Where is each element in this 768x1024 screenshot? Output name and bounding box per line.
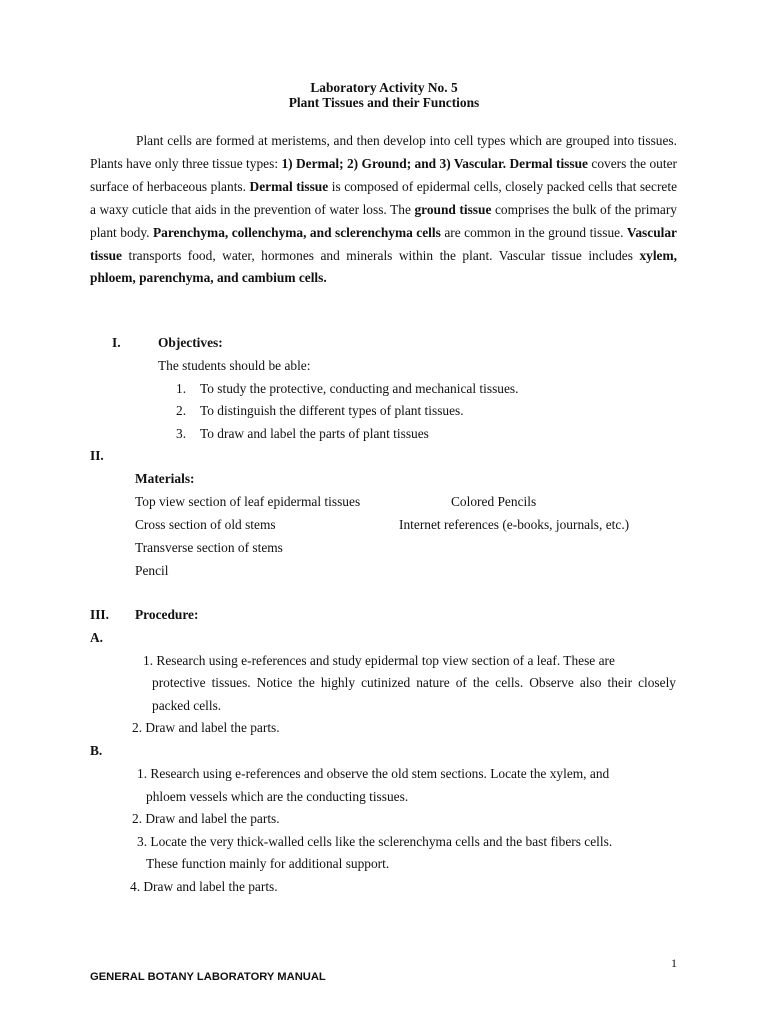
procedure-step: 2. Draw and label the parts. [132, 811, 280, 826]
intro-text: are common in the ground tissue. [440, 224, 627, 240]
procedure-step: 2. Draw and label the parts. [132, 720, 280, 735]
procedure-step-continuation: protective tissues. Notice the highly cutinized nature of the cells. Observe also their closely packed cells. [152, 675, 676, 713]
procedure-step: 3. Locate the very thick-walled cells like the sclerenchyma cells and the bast fibers cells. [137, 834, 613, 849]
material-item: Internet references (e-books, journals, etc.) [399, 517, 630, 532]
material-item: Pencil [135, 563, 169, 578]
material-item: Transverse section of stems [135, 540, 283, 555]
intro-text: is composed of epidermal cells, closely packed cells that secrete a waxy cuticle that aids in the prevention of water loss. The [90, 178, 678, 217]
page-title: Laboratory Activity No. 5 [310, 80, 458, 95]
objective-item: To distinguish the different types of plant tissues. [200, 403, 464, 418]
intro-bold: Parenchyma, collenchyma, and sclerenchyma cells [152, 224, 441, 240]
procedure-part-label: B. [90, 743, 103, 758]
procedure-heading: Procedure: [135, 607, 199, 622]
list-item-number: 3. [176, 426, 187, 441]
objectives-lead: The students should be able: [158, 358, 311, 373]
footer-label: GENERAL BOTANY LABORATORY MANUAL [90, 971, 326, 983]
intro-bold: Vascular tissue [90, 224, 678, 263]
intro-bold: Dermal tissue [509, 155, 588, 171]
procedure-step: 1. Research using e-references and study epidermal top view section of a leaf. These are [143, 653, 615, 668]
list-item-number: 1. [176, 381, 187, 396]
section-numeral: III. [90, 607, 109, 622]
intro-bold: 1) Dermal; 2) Ground; and 3) Vascular. [281, 155, 507, 171]
intro-bold: Dermal tissue [249, 178, 329, 194]
objective-item: To draw and label the parts of plant tissues [200, 426, 429, 441]
procedure-step: 1. Research using e-references and observe the old stem sections. Locate the xylem, and [137, 766, 610, 781]
intro-text: Plant cells are formed at meristems, and then develop into cell types which are grouped into tissues. Plants have only three tissue types: [90, 133, 677, 171]
procedure-step: 4. Draw and label the parts. [130, 879, 278, 894]
intro-bold: xylem, phloem, parenchyma, and cambium cells. [90, 247, 677, 286]
objective-item: To study the protective, conducting and mechanical tissues. [200, 381, 519, 396]
procedure-step-continuation: These function mainly for additional support. [146, 856, 390, 871]
objectives-heading: Objectives: [158, 335, 223, 350]
material-item: Colored Pencils [451, 494, 537, 509]
intro-text: comprises the bulk of the primary plant body. [90, 201, 677, 240]
procedure-step-continuation: phloem vessels which are the conducting tissues. [146, 789, 409, 804]
material-item: Cross section of old stems [135, 517, 276, 532]
page-number: 1 [671, 956, 677, 970]
materials-heading: Materials: [135, 471, 195, 486]
intro-text: transports food, water, hormones and minerals within the plant. Vascular tissue includes [122, 247, 640, 263]
section-numeral: II. [90, 448, 104, 463]
section-numeral: I. [112, 335, 121, 350]
page-subtitle: Plant Tissues and their Functions [288, 95, 480, 110]
intro-bold: ground tissue [414, 201, 492, 217]
material-item: Top view section of leaf epidermal tissues [135, 494, 361, 509]
procedure-part-label: A. [90, 630, 104, 645]
intro-paragraph [90, 130, 677, 290]
list-item-number: 2. [176, 403, 187, 418]
intro-text: covers the outer surface of herbaceous plants. [90, 155, 677, 194]
